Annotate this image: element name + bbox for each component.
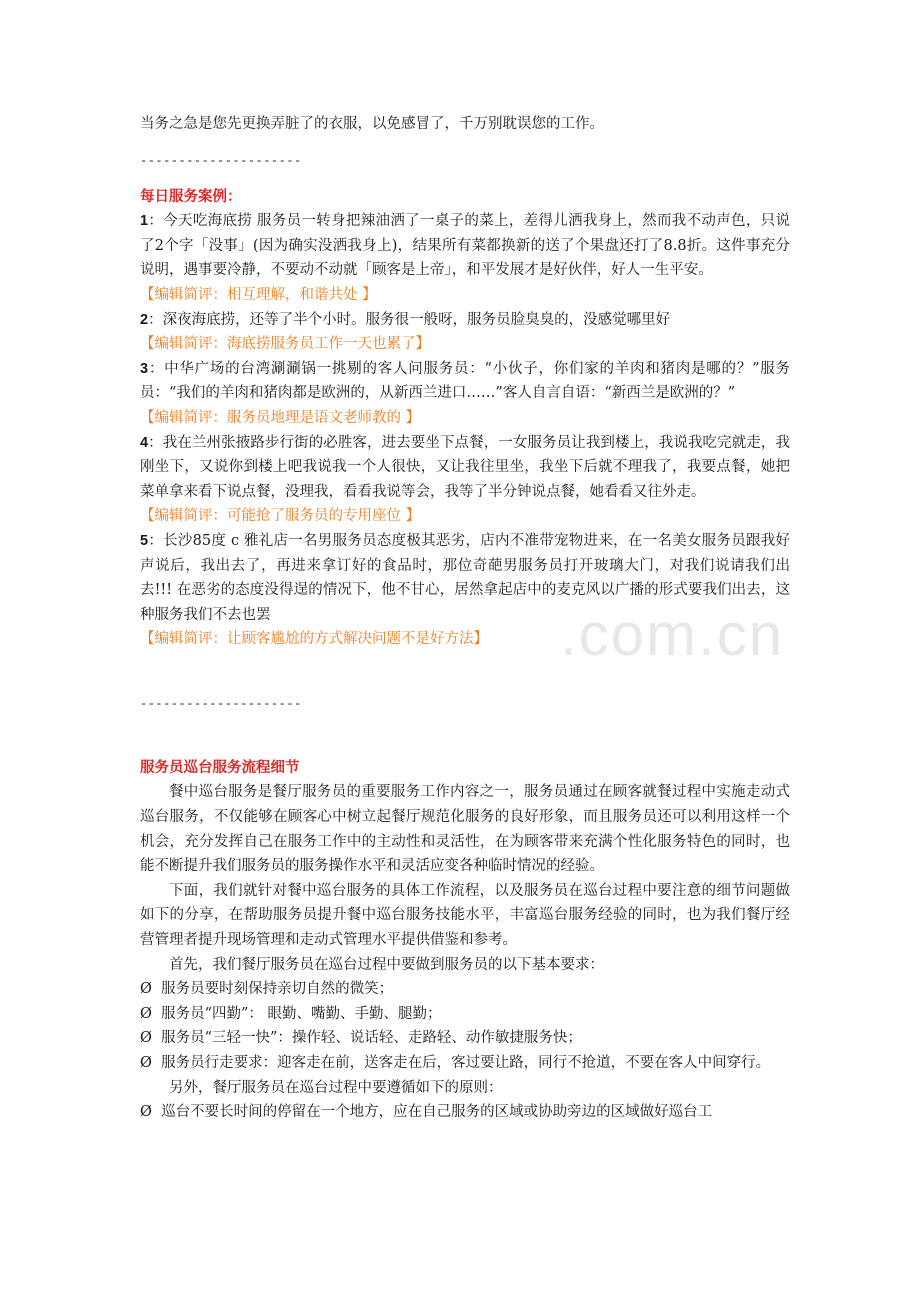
- requirements-list: [140, 977, 790, 1075]
- case-number: 4: [140, 434, 149, 451]
- case-number: 3: [140, 360, 149, 377]
- divider: ---------------------: [140, 153, 302, 168]
- list-item: [140, 1002, 790, 1027]
- list-item: [140, 1026, 790, 1051]
- paragraph: 下面，我们就针对餐中巡台服务的具体工作流程，以及服务员在巡台过程中要注意的细节问题做如下的分享，在帮助服务员提升餐中巡台服务技能水平，丰富巡台服务经验的同时，也为我们餐厅经营管理者提升现场管理和走动式管理水平提供借鉴和参考。: [140, 882, 790, 949]
- bullet-icon: Ø: [140, 1055, 152, 1071]
- list-item: [140, 977, 790, 1002]
- intro-line: 当务之急是您先更换弄脏了的衣服，以免感冒了，千万别耽误您的工作。: [140, 116, 604, 132]
- paragraph: 餐中巡台服务是餐厅服务员的重要服务工作内容之一，服务员通过在顾客就餐过程中实施走动式巡台服务，不仅能够在顾客心中树立起餐厅规范化服务的良好形象，而且服务员还可以利用这样一个机会，充分发挥自己在服务工作中的主动性和灵活性，在为顾客带来充满个性化服务特色的同时，也能不断提升我们服务员的服务操作水平和灵活应变各种临时情况的经验。: [140, 784, 790, 875]
- case-body: ：深夜海底捞，还等了半个小时。服务很一般呀，服务员脸臭臭的，没感觉哪里好: [148, 311, 671, 328]
- case-body: ：中华广场的台湾涮涮锅一挑剔的客人问服务员：“小伙子，你们家的羊肉和猪肉是哪的？”服务员：“我们的羊肉和猪肉都是欧洲的，从新西兰进口……”客人自言自语：“新西兰是欧洲的？”: [140, 360, 790, 402]
- spacer: [140, 652, 790, 680]
- editor-comment: 【编辑简评：相互理解，和谐共处 】: [140, 286, 377, 303]
- list-item: [140, 1100, 790, 1125]
- principles-list: [140, 1100, 790, 1125]
- case-body: ：今天吃海底捞 服务员一转身把辣油洒了一桌子的菜上，差得儿洒我身上，然而我不动声色，只说了2个字「没事」(因为确实没洒我身上)，结果所有菜都换新的送了个果盘还打了8.8折。这件事充分说明，遇事要冷静，不要动不动就「顾客是上帝」，和平发展才是好伙伴，好人一生平安。: [140, 213, 790, 279]
- editor-comment: 【编辑简评：服务员地理是语文老师教的 】: [140, 409, 421, 426]
- editor-comment: 【编辑简评：让顾客尴尬的方式解决问题不是好方法】: [140, 631, 488, 648]
- case-body: ：我在兰州张掖路步行街的必胜客，进去要坐下点餐，一女服务员让我到楼上，我说我吃完就走，我刚坐下，又说你到楼上吧我说我一个人很快，又让我往里坐，我坐下后就不理我了，我要点餐，她把菜单拿来看下说点餐，没理我，看看我说等会，我等了半分钟说点餐，她看看又往外走。: [140, 434, 790, 500]
- case-number: 1: [140, 213, 149, 230]
- list-item-text: 服务员要时刻保持亲切自然的微笑；: [161, 981, 394, 998]
- case-4: [140, 431, 790, 529]
- bullet-icon: Ø: [140, 981, 152, 998]
- case-1: [140, 209, 790, 307]
- bullet-icon: Ø: [140, 1030, 152, 1047]
- case-number: 2: [140, 311, 149, 328]
- case-3: [140, 357, 790, 431]
- case-2: [140, 308, 790, 357]
- editor-comment: 【编辑简评：可能抢了服务员的专用座位 】: [140, 508, 421, 525]
- list-item: [140, 1051, 790, 1076]
- paragraph: 首先，我们餐厅服务员在巡台过程中要做到服务员的以下基本要求：: [169, 956, 604, 973]
- document-body: [140, 112, 790, 1125]
- case-number: 5: [140, 532, 149, 549]
- bullet-icon: Ø: [140, 1005, 152, 1022]
- case-text: [140, 308, 790, 333]
- divider: ---------------------: [140, 696, 302, 711]
- list-item-text: 巡台不要长时间的停留在一个地方，应在自己服务的区域或协助旁边的区域做好巡台工: [161, 1104, 713, 1121]
- spacer: [140, 728, 790, 756]
- case-5: [140, 529, 790, 652]
- list-item-text: 服务员“三轻一快”：操作轻、说话轻、走路轻、动作敏捷服务快；: [161, 1030, 582, 1047]
- paragraph: 另外，餐厅服务员在巡台过程中要遵循如下的原则：: [169, 1079, 503, 1096]
- watermark: .com.cn: [560, 601, 785, 668]
- bullet-icon: Ø: [140, 1104, 152, 1121]
- case-text: [140, 209, 790, 283]
- list-item-text: 服务员“四勤”： 眼勤、嘴勤、手勤、腿勤；: [161, 1005, 442, 1022]
- editor-comment: 【编辑简评：海底捞服务员工作一天也累了】: [140, 336, 430, 353]
- case-text: [140, 357, 790, 406]
- case-text: [140, 529, 790, 627]
- section-heading: 服务员巡台服务流程细节: [140, 759, 300, 776]
- cases-heading: 每日服务案例：: [140, 188, 242, 205]
- case-body: ：长沙85度 c 雅礼店一名男服务员态度极其恶劣，店内不准带宠物进来，在一名美女服务员跟我好声说后，我出去了，再进来拿订好的食品时，那位奇葩男服务员打开玻璃大门，对我们说请我们出去!!! 在恶劣的态度没得逞的情况下，他不甘心，居然拿起店中的麦克风以广播的形式要我们出去，这种服务我们不去也罢: [140, 532, 790, 623]
- list-item-text: 服务员行走要求：迎客走在前，送客走在后，客过要让路，同行不抢道，不要在客人中间穿行。: [161, 1055, 771, 1071]
- case-text: [140, 431, 790, 505]
